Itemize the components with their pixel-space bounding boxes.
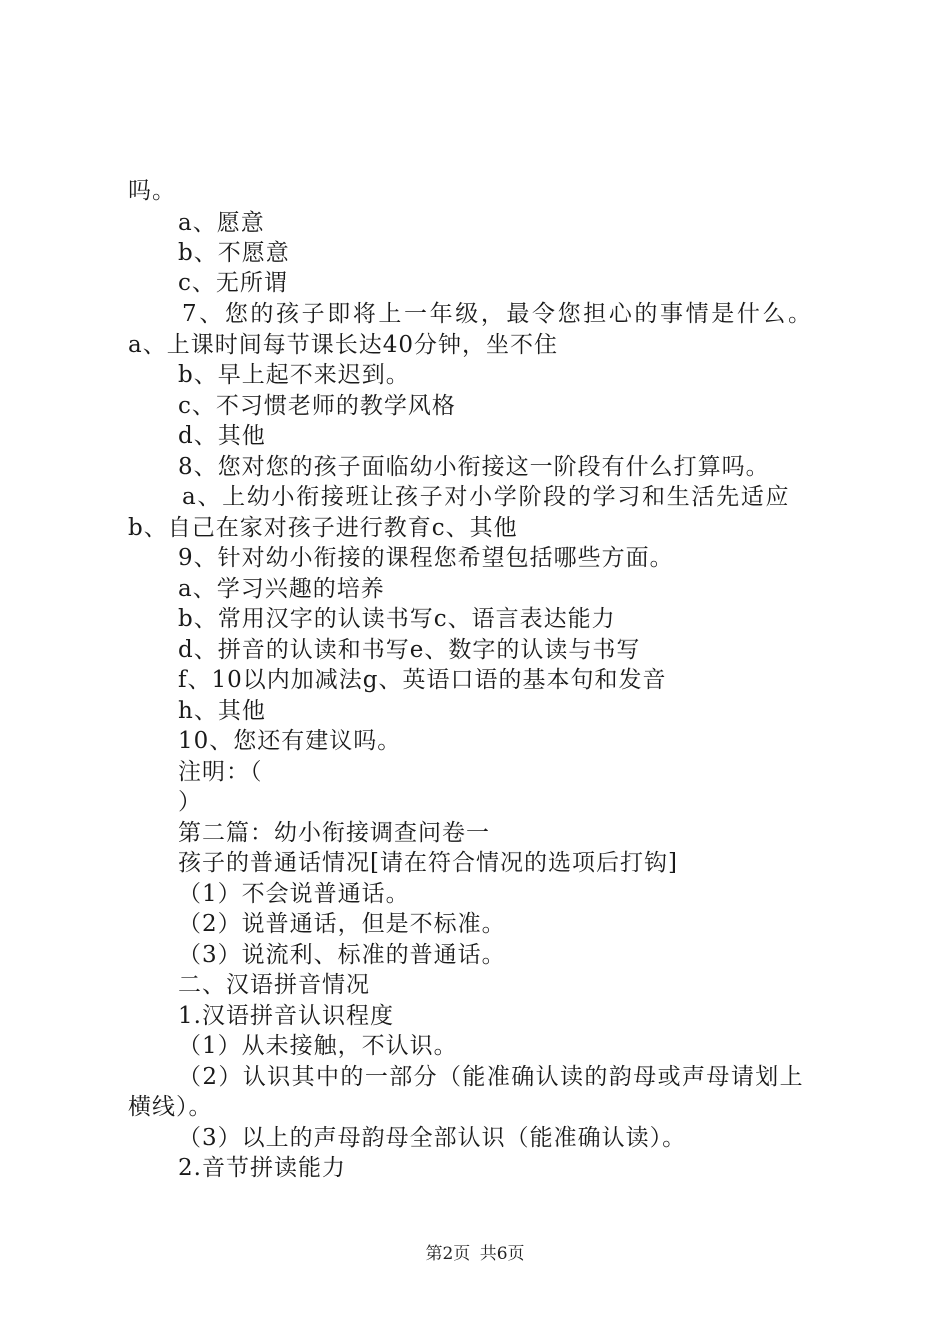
option-line: a、上课时间每节课长达40分钟，坐不住 xyxy=(128,332,558,358)
section-heading: 第二篇：幼小衔接调查问卷一 xyxy=(178,820,490,846)
option-line: h、其他 xyxy=(178,698,266,724)
option-line: b、自己在家对孩子进行教育c、其他 xyxy=(128,515,518,541)
option-line: （1）不会说普通话。 xyxy=(178,881,410,907)
option-line: a、愿意 xyxy=(178,210,265,236)
question-line: 7、您的孩子即将上一年级，最令您担心的事情是什么。 xyxy=(182,301,814,327)
option-line: （2）说普通话，但是不标准。 xyxy=(178,911,506,937)
option-line: （3）以上的声母韵母全部认识（能准确认读）。 xyxy=(178,1125,687,1151)
subheading: 2.音节拼读能力 xyxy=(178,1155,346,1181)
option-line: d、其他 xyxy=(178,423,266,449)
option-line: b、常用汉字的认读书写c、语言表达能力 xyxy=(178,606,616,632)
question-line: 10、您还有建议吗。 xyxy=(178,728,402,754)
note-line: 注明：（ xyxy=(178,759,263,785)
page-number: 第2页 xyxy=(425,1244,471,1264)
option-line: d、拼音的认读和书写e、数字的认读与书写 xyxy=(178,637,641,663)
note-line: ） xyxy=(178,789,202,815)
option-line: 横线）。 xyxy=(128,1094,213,1120)
option-line: （3）说流利、标准的普通话。 xyxy=(178,942,506,968)
option-line: c、无所谓 xyxy=(178,270,288,296)
question-line: 9、针对幼小衔接的课程您希望包括哪些方面。 xyxy=(178,545,674,571)
option-line: a、学习兴趣的培养 xyxy=(178,576,385,602)
option-line: b、不愿意 xyxy=(178,240,290,266)
option-line: c、不习惯老师的教学风格 xyxy=(178,393,456,419)
page-total: 共6页 xyxy=(479,1244,525,1264)
option-line: b、早上起不来迟到。 xyxy=(178,362,410,388)
text-line: 孩子的普通话情况[请在符合情况的选项后打钩] xyxy=(178,850,678,876)
page-footer xyxy=(0,1243,950,1265)
subheading: 1.汉语拼音认识程度 xyxy=(178,1003,394,1029)
text-line: 吗。 xyxy=(128,178,176,204)
question-line: 8、您对您的孩子面临幼小衔接这一阶段有什么打算吗。 xyxy=(178,454,770,480)
option-line: （1）从未接触，不认识。 xyxy=(178,1033,458,1059)
option-line: a、上幼小衔接班让孩子对小学阶段的学习和生活先适应 xyxy=(182,484,791,510)
section-heading: 二、汉语拼音情况 xyxy=(178,972,370,998)
option-line: （2）认识其中的一部分（能准确认读的韵母或声母请划上 xyxy=(178,1064,805,1090)
option-line: f、10以内加减法g、英语口语的基本句和发音 xyxy=(178,667,667,693)
